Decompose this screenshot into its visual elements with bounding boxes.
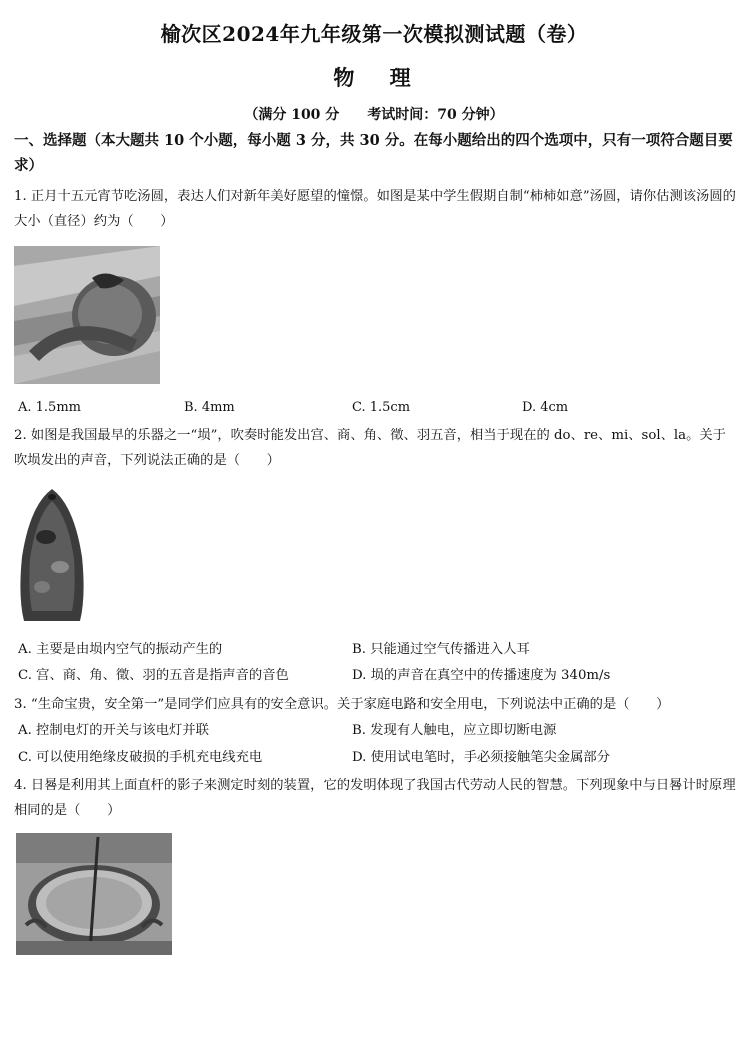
q3-option-d[interactable]: D. 使用试电笔时，手必须接触笔尖金属部分 [352,750,610,765]
exam-meta [0,104,748,124]
xun-instrument-photo [16,487,88,625]
question-2-options-row-1 [14,638,736,662]
q1-option-d[interactable]: D. 4cm [522,400,569,415]
q1-option-b[interactable]: B. 4mm [184,400,235,415]
q2-option-a[interactable]: A. 主要是由埙内空气的振动产生的 [18,642,223,657]
q3-option-a[interactable]: A. 控制电灯的开关与该电灯并联 [18,723,209,738]
question-1-options [14,397,736,419]
exam-title: 榆次区2024年九年级第一次模拟测试题（卷） [160,22,588,46]
sundial-photo [16,833,172,955]
question-3-options-row-2 [14,746,736,770]
section-heading: 一、选择题（本大题共 10 个小题，每小题 3 分，共 30 分。在每小题给出的四个选项中，只有一项符合题目要求） [14,132,733,174]
question-3-options-row-1 [14,719,736,743]
persimmon-tangyuan-photo [14,246,160,384]
score-info: （满分 100 分 [244,107,340,123]
q1-option-a[interactable]: A. 1.5mm [18,400,81,415]
question-2-text: 2. 如图是我国最早的乐器之一“埙”，吹奏时能发出宫、商、角、徵、羽五音，相当于现在的 do、re、mi、sol、la。关于吹埙发出的声音，下列说法正确的是（ ） [14,428,726,468]
subject-title: 物 理 [333,65,425,90]
q3-option-b[interactable]: B. 发现有人触电，应立即切断电源 [352,723,557,738]
q1-option-c[interactable]: C. 1.5cm [352,400,411,415]
question-4-text: 4. 日晷是利用其上面直杆的影子来测定时刻的装置，它的发明体现了我国古代劳动人民的智慧。下列现象中与日晷计时原理相同的是（ ） [14,778,736,818]
q2-option-b[interactable]: B. 只能通过空气传播进入人耳 [352,642,530,657]
question-2-options-row-2 [14,664,736,688]
question-1-text: 1. 正月十五元宵节吃汤圆，表达人们对新年美好愿望的憧憬。如图是某中学生假期自制“柿柿如意”汤圆，请你估测该汤圆的大小（直径）约为（ ） [14,189,736,229]
question-3-text: 3. “生命宝贵，安全第一”是同学们应具有的安全意识。关于家庭电路和安全用电，下列说法中正确的是（ ） [14,697,670,712]
q3-option-c[interactable]: C. 可以使用绝缘皮破损的手机充电线充电 [18,750,263,765]
time-info: 考试时间：70 分钟） [367,107,504,123]
q2-option-c[interactable]: C. 宫、商、角、徵、羽的五音是指声音的音色 [18,668,289,683]
q2-option-d[interactable]: D. 埙的声音在真空中的传播速度为 340m/s [352,668,611,683]
